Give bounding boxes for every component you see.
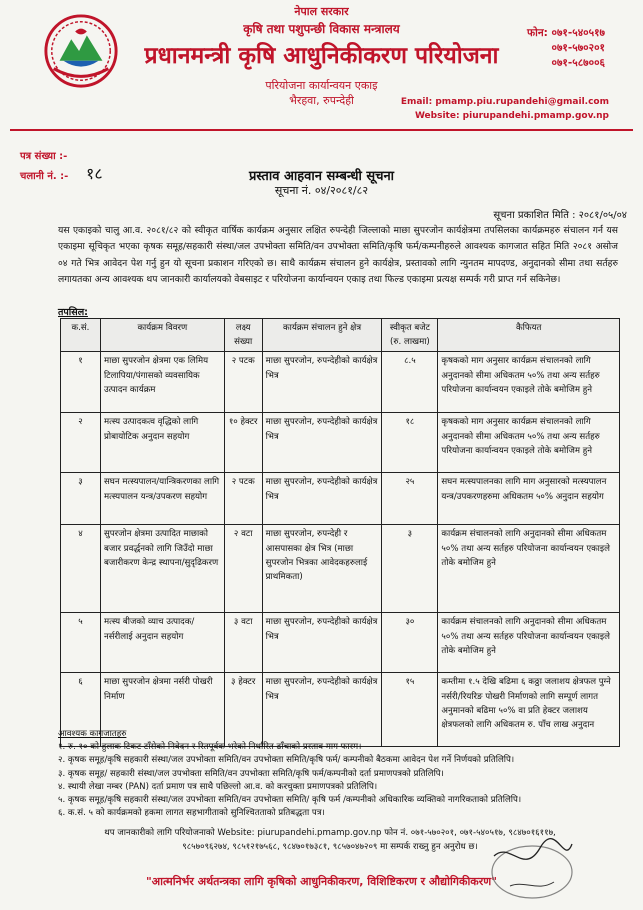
requirement-item: ३. कृषक समूह/ सहकारी संस्था/जल उपभोक्ता समिति/वन उपभोक्ता समिति/कृषि फर्म/कम्पनीको दर्ता प्रमाणपत्रको प्रतिलिपि। — [58, 768, 444, 779]
requirements-title: आवश्यक कागजातहरु — [58, 729, 127, 739]
details-label: तपसिल: — [58, 307, 88, 318]
cell-budget: ८.५ — [382, 352, 438, 413]
th-budget: स्वीकृत बजेट (रु. लाखमा) — [382, 319, 438, 352]
requirement-item: ५. कृषक समूह/कृषि सहकारी संस्था/जल उपभोक्ता समिति/वन उपभोक्ता समिति/ कृषि फर्म /कम्पनीको अधिकारिक व्यक्तिको नागरिकताको प्रतिलिपि। — [58, 795, 522, 806]
signature-stamp — [480, 836, 580, 906]
phone-label: फोन: — [527, 27, 548, 39]
cell-program: माछा सुपरजोन क्षेत्रमा नर्सरी पोखरी निर्माण — [100, 673, 224, 747]
notice-title: प्रस्ताव आहवान सम्बन्धी सूचना — [248, 169, 395, 184]
cell-area: माछा सुपरजोन, रुपन्देहीको कार्यक्षेत्र भित्र — [262, 352, 382, 413]
table-row — [61, 413, 620, 473]
cell-budget: २५ — [382, 473, 438, 525]
cell-target: २ वटा — [224, 525, 262, 613]
cell-remarks: कार्यक्रम संचालनको लागि अनुदानको सीमा अधिकतम ५०% तथा अन्य सर्तहरु परियोजना कार्यान्वयन एकाइले तोके बमोजिम हुने — [438, 525, 620, 613]
cell-budget: १८ — [382, 413, 438, 473]
cell-program: मत्स्य उत्पादकत्व वृद्धिको लागि प्रोबायोटिक अनुदान सहयोग — [100, 413, 224, 473]
cell-area: माछा सुपरजोन, रुपन्देहीको कार्यक्षेत्र भित्र — [262, 613, 382, 673]
chalani-label: चलानी नं. :- — [20, 171, 69, 182]
cell-sn: ४ — [61, 525, 101, 613]
cell-sn: २ — [61, 413, 101, 473]
notice-number: सूचना नं. ०४/२०८१/८२ — [274, 184, 369, 197]
cell-target: २ पटक — [224, 473, 262, 525]
cell-program: मत्स्य बीजको व्याच उत्पादक/नर्सरीलाई अनुदान सहयोग — [100, 613, 224, 673]
cell-sn: १ — [61, 352, 101, 413]
cell-area: माछा सुपरजोन, रुपन्देहीको कार्यक्षेत्र भित्र — [262, 413, 382, 473]
cell-program: सुपरजोन क्षेत्रमा उत्पादित माछाको बजार प्रवर्द्धनको लागि जिउँदो माछा बजारीकरण केन्द्र स्थापना/सुदृढिकरण — [100, 525, 224, 613]
requirement-item: १. रु. १० को हुलाक टिकट टाँसेको निवेदन र रितपूर्वक भरेको निर्धारित ढाँचाको प्रस्ताव माग फारम। — [58, 742, 362, 753]
header-project-title: प्रधानमन्त्री कृषि आधुनिकीकरण परियोजना — [144, 43, 499, 69]
cell-target: ३ हेक्टर — [224, 673, 262, 747]
header-govt: नेपाल सरकार — [294, 5, 349, 18]
cell-remarks: कार्यक्रम संचालनको लागि अनुदानको सीमा अधिकतम ५०% तथा अन्य सर्तहरु परियोजना कार्यान्वयन एकाइले तोके बमोजिम हुने — [438, 613, 620, 673]
requirement-item: ६. क.सं. ५ को कार्यक्रमको हकमा लागत सहभागीताको सुनिश्चितताको प्रतिबद्धता पत्र। — [58, 808, 325, 819]
cell-sn: ६ — [61, 673, 101, 747]
table-header-row — [61, 319, 620, 352]
cell-budget: १५ — [382, 673, 438, 747]
requirement-item: ४. स्थायी लेखा नम्बर (PAN) दर्ता प्रमाण पत्र साथै पछिल्लो आ.व. को करचुक्ता प्रमाणपत्रको प्रतिलिपि। — [58, 781, 378, 792]
contact-block — [401, 95, 609, 123]
cell-sn: ५ — [61, 613, 101, 673]
th-target: लक्ष्य संख्या — [224, 319, 262, 352]
cell-program: माछा सुपरजोन क्षेत्रमा एक लिमिय टिलापिया/पंगासको व्यवसायिक उत्पादन कार्यक्रम — [100, 352, 224, 413]
requirement-item: २. कृषक समूह/कृषि सहकारी संस्था/जल उपभोक्ता समिति/वन उपभोक्ता समिति/कृषि फर्म/ कम्पनीको बैठकमा आवेदन पेश गर्ने निर्णयको प्रतिलिपि। — [58, 755, 515, 766]
cell-area: माछा सुपरजोन, रुपन्देही र आसपासका क्षेत्र भित्र (माछा सुपरजोन भित्रका आवेदकहरुलाई प्राथमिकता) — [262, 525, 382, 613]
table-row — [61, 352, 620, 413]
cell-target: ३ वटा — [224, 613, 262, 673]
phone-2: ०७१-५७०२०१ — [551, 42, 605, 54]
cell-area: माछा सुपरजोन, रुपन्देहीको कार्यक्षेत्र भित्र — [262, 473, 382, 525]
header-location: भैरहवा, रुपन्देही — [289, 94, 354, 107]
notice-paragraph: यस एकाइको चालु आ.व. २०८१/८२ को स्वीकृत वार्षिक कार्यक्रम अनुसार लक्षित रुपन्देही जिल्लाको माछा सुपरजोन कार्यक्षेत्रमा तपसिलका कार्यक्रमहरु संचालन गर्न यस एकाइमा सूचिकृत भएका कृषक समूह/सहकारी संस्था/जल उपभोक्ता समिति/वन उपभोक्ता समिति/कृषि फर्म/कम्पनीहरुले आवश्यक कागजात सहित मिति २०८१ असोज ०४ गते भित्र आवेदन पेश गर्नु हुन यो सूचना प्रकाशन गरिएको छ। साथै कार्यक्रम संचालन हुने कार्यक्षेत्र, प्रस्तावको लागि न्युनतम मापदण्ड, अनुदानको सीमा तथा सर्तहरु लगायतका अन्य आवश्यक थप जानकारी कार्यालयको वेबसाइट र परियोजना कार्यान्वयन एकाइ तथा फिल्ड एकाइमा प्रत्यक्ष सम्पर्क गरी प्राप्त गर्न सकिनेछ। — [58, 225, 618, 285]
cell-remarks: कृषकको माग अनुसार कार्यक्रम संचालनको लागि अनुदानको सीमा अधिकतम ५०% तथा अन्य सर्तहरु परियोजना कार्यान्वयन एकाइले तोके बमोजिम हुने — [438, 352, 620, 413]
phone-1: ०७१-५४०५१७ — [551, 27, 605, 39]
cell-target: १० हेक्टर — [224, 413, 262, 473]
table-row — [61, 473, 620, 525]
table-row — [61, 613, 620, 673]
phone-block — [527, 26, 605, 71]
th-remarks: कैफियत — [438, 319, 620, 352]
header-divider — [10, 129, 633, 131]
program-table — [60, 318, 620, 747]
requirements-block — [58, 728, 626, 820]
slogan: "आत्मनिर्भर अर्थतन्त्रका लागि कृषिको आधुनिकीकरण, विशिष्टिकरण र औद्योगिकीकरण" — [146, 875, 497, 888]
cell-remarks: सघन मत्स्यपालनका लागि माग अनुसारको मत्स्यपालन यन्त्र/उपकरणहरुमा अधिकतम ५०% अनुदान सहयोग — [438, 473, 620, 525]
contact-line-1: थप जानकारीको लागि परियोजनाको Website: piurupandehi.pmamp.gov.np फोन नं. ०७१-५७०२०१, ०७१-५४०५१७, ९८४७०१६११७, — [104, 828, 556, 838]
th-sn: क.सं. — [61, 319, 101, 352]
cell-area: माछा सुपरजोन, रुपन्देहीको कार्यक्षेत्र भित्र — [262, 673, 382, 747]
contact-line-2: ९८५७०९६२७४, ९८५१२१७५६८, ९८४७०१७३८१, ९८५७०४७२०९ मा सम्पर्क राख्नु हुन अनुरोध छ। — [182, 842, 478, 852]
header-ministry: कृषि तथा पशुपन्छी विकास मन्त्रालय — [243, 22, 400, 36]
website-link[interactable]: Website: piurupandehi.pmamp.gov.np — [414, 111, 609, 121]
cell-budget: ३० — [382, 613, 438, 673]
chalani-value: १८ — [86, 164, 103, 183]
cell-remarks: कम्तीमा १.५ देखि बढिमा ६ कठ्ठा जलाशय क्षेत्रफल पुग्ने नर्सरी/रियरिङ पोखरी निर्माणको लागि सम्पूर्ण लागत अनुमानको बढिमा ५०% वा प्रति हेक्टर जलाशय क्षेत्रफलको लागि अधिकतम रु. पाँच लाख अनुदान — [438, 673, 620, 747]
header-unit: परियोजना कार्यान्वयन एकाइ — [265, 79, 378, 92]
cell-sn: ३ — [61, 473, 101, 525]
th-program: कार्यक्रम विवरण — [100, 319, 224, 352]
cell-budget: ३ — [382, 525, 438, 613]
phone-3: ०७१-५८७००६ — [551, 57, 605, 69]
cell-remarks: कृषकको माग अनुसार कार्यक्रम संचालनको लागि अनुदानको सीमा अधिकतम ५०% तथा अन्य सर्तहरु परियोजना कार्यान्वयन एकाइले तोके बमोजिम हुने — [438, 413, 620, 473]
email-link[interactable]: Email: pmamp.piu.rupandehi@gmail.com — [400, 97, 609, 107]
table-row — [61, 525, 620, 613]
cell-program: सघन मत्स्यपालन/यान्त्रिकरणका लागि मत्स्यपालन यन्त्र/उपकरण सहयोग — [100, 473, 224, 525]
cell-target: २ पटक — [224, 352, 262, 413]
th-area: कार्यक्रम संचालन हुने क्षेत्र — [262, 319, 382, 352]
patra-sankhya-label: पत्र संख्या :- — [20, 151, 68, 162]
published-date: सूचना प्रकाशित मिति : २०८१/०५/०४ — [493, 210, 627, 221]
